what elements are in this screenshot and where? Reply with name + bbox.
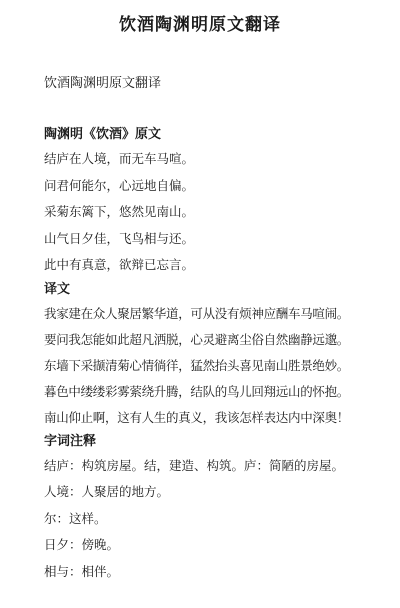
translation-line-5: 南山仰止啊，这有人生的真义，我该怎样表达内中深奥！ bbox=[44, 409, 350, 425]
translation-heading: 译文 bbox=[44, 281, 71, 297]
poem-line-3: 采菊东篱下，悠然见南山。 bbox=[44, 204, 195, 219]
document-body bbox=[44, 124, 384, 585]
poem-line-1: 结庐在人境，而无车马喧。 bbox=[44, 151, 195, 166]
translation-line-3: 东墙下采撷清菊心情徜徉，猛然抬头喜见南山胜景绝妙。 bbox=[44, 357, 350, 373]
original-text-section bbox=[44, 124, 384, 279]
note-line-2: 人境：人聚居的地方。 bbox=[44, 484, 170, 499]
original-text-heading: 陶渊明《饮酒》原文 bbox=[44, 127, 162, 142]
translation-section bbox=[44, 279, 384, 431]
note-line-5: 相与：相伴。 bbox=[44, 563, 120, 579]
poem-line-4: 山气日夕佳，飞鸟相与还。 bbox=[44, 230, 195, 246]
note-line-1: 结庐：构筑房屋。结，建造、构筑。庐：简陋的房屋。 bbox=[44, 457, 345, 473]
page-title: 饮酒陶渊明原文翻译 bbox=[119, 15, 281, 35]
poem-line-5: 此中有真意，欲辩已忘言。 bbox=[44, 257, 195, 272]
poem-line-2: 问君何能尔，心远地自偏。 bbox=[44, 177, 195, 193]
translation-line-1: 我家建在众人聚居繁华道，可从没有烦神应酬车马喧闹。 bbox=[44, 305, 350, 321]
notes-heading: 字词注释 bbox=[44, 433, 97, 449]
translation-line-4: 暮色中缕缕彩雾萦绕升腾，结队的鸟儿回翔远山的怀抱。 bbox=[44, 383, 350, 399]
translation-line-2: 要问我怎能如此超凡洒脱，心灵避离尘俗自然幽静远邈。 bbox=[44, 331, 350, 347]
notes-section bbox=[44, 431, 384, 586]
document-subtitle: 饮酒陶渊明原文翻译 bbox=[44, 76, 162, 91]
note-line-4: 日夕：傍晚。 bbox=[44, 537, 120, 552]
note-line-3: 尔：这样。 bbox=[44, 510, 107, 526]
